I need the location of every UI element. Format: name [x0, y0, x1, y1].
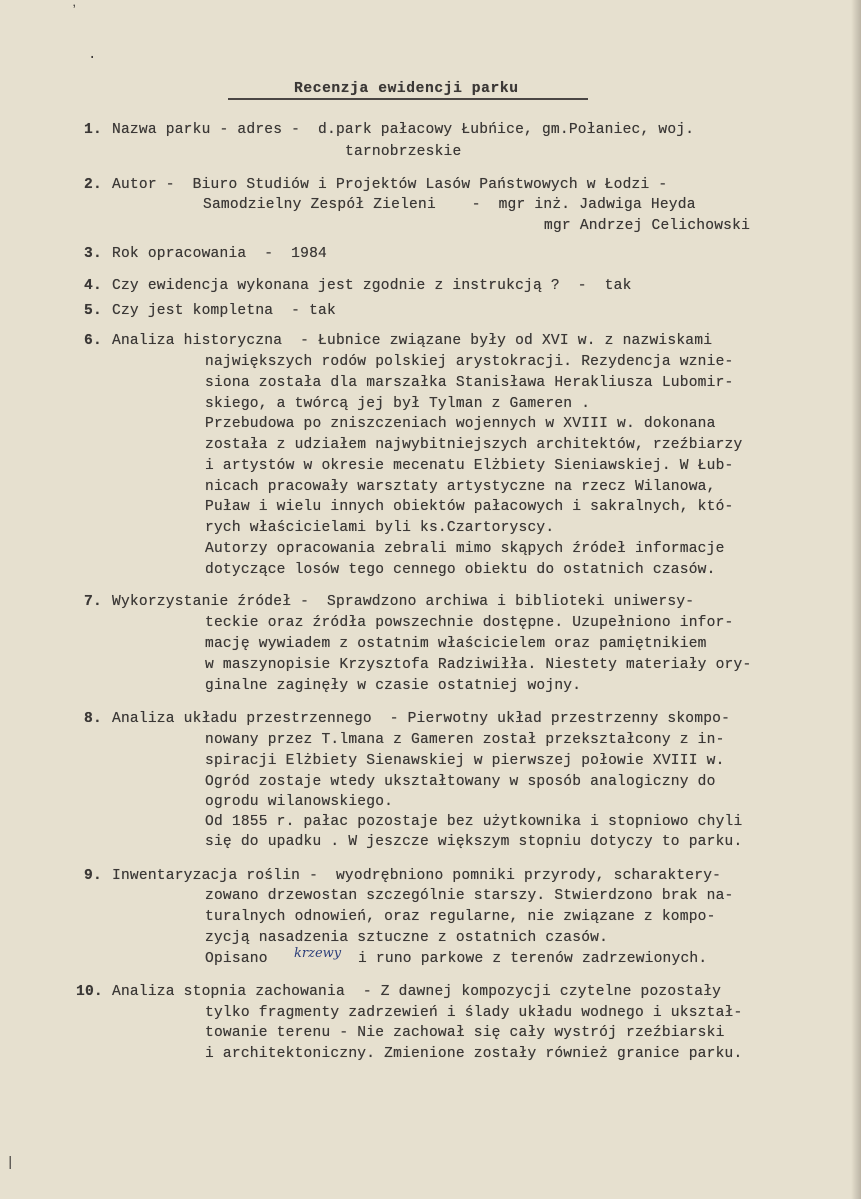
section-number: 4.	[84, 278, 102, 294]
section-line: tarnobrzeskie	[345, 144, 462, 160]
section-line: największych rodów polskiej arystokracji. Rezydencja wznie-	[205, 354, 734, 370]
title-underline	[228, 98, 588, 100]
section-line: Samodzielny Zespół Zieleni - mgr inż. Jadwiga Heyda	[203, 197, 696, 213]
section-line: teckie oraz źródła powszechnie dostępne. Uzupełniono infor-	[205, 615, 734, 631]
section-line: Rok opracowania - 1984	[112, 246, 327, 262]
corner-mark: ʼ	[70, 4, 79, 20]
edge-mark: |	[6, 1155, 15, 1171]
section-number: 7.	[84, 594, 102, 610]
section-line: Wykorzystanie źródeł - Sprawdzono archiwa i biblioteki uniwersy-	[112, 594, 695, 610]
section-line: Autorzy opracowania zebrali mimo skąpych źródeł informacje	[205, 541, 725, 557]
section-line: siona została dla marszałka Stanisława Herakliusza Lubomir-	[205, 375, 734, 391]
section-line: Od 1855 r. pałac pozostaje bez użytkownika i stopniowo chyli	[205, 814, 743, 830]
corner-mark: ·	[88, 50, 97, 66]
section-line: skiego, a twórcą jej był Tylman z Gameren .	[205, 396, 591, 412]
section-line: spiracji Elżbiety Sienawskiej w pierwszej połowie XVIII w.	[205, 753, 725, 769]
section-line: i architektoniczny. Zmienione zostały również granice parku.	[205, 1046, 743, 1062]
document-title: Recenzja ewidencji parku	[294, 81, 519, 97]
section-line: turalnych odnowień, oraz regularne, nie związane z kompo-	[205, 909, 716, 925]
section-number: 6.	[84, 333, 102, 349]
section-line: mgr Andrzej Celichowski	[544, 218, 751, 234]
section-line: i runo parkowe z terenów zadrzewionych.	[358, 951, 708, 967]
section-line: nowany przez T.lmana z Gameren został przekształcony z in-	[205, 732, 725, 748]
section-number: 10.	[76, 984, 103, 1000]
section-number: 2.	[84, 177, 102, 193]
section-line: dotyczące losów tego cennego obiektu do ostatnich czasów.	[205, 562, 716, 578]
section-number: 1.	[84, 122, 102, 138]
section-line: Przebudowa po zniszczeniach wojennych w XVIII w. dokonana	[205, 416, 716, 432]
handwritten-insert: krzewy	[294, 946, 342, 961]
section-line: rych właścicielami byli ks.Czartoryscy.	[205, 520, 555, 536]
section-line: ogrodu wilanowskiego.	[205, 794, 394, 810]
section-number: 3.	[84, 246, 102, 262]
section-line: i artystów w okresie mecenatu Elżbiety Sieniawskiej. W Łub-	[205, 458, 734, 474]
section-line: Inwentaryzacja roślin - wyodrębniono pomniki przyrody, scharaktery-	[112, 868, 722, 884]
section-number: 5.	[84, 303, 102, 319]
section-line: Opisano	[205, 951, 268, 967]
section-line: się do upadku . W jeszcze większym stopniu dotyczy to parku.	[205, 834, 743, 850]
section-line: Puław i wielu innych obiektów pałacowych i sakralnych, któ-	[205, 499, 734, 515]
section-line: Analiza układu przestrzennego - Pierwotny układ przestrzenny skompo-	[112, 711, 731, 727]
section-number: 8.	[84, 711, 102, 727]
section-line: Analiza historyczna - Łubnice związane były od XVI w. z nazwiskami	[112, 333, 713, 349]
section-line: Autor - Biuro Studiów i Projektów Lasów Państwowych w Łodzi -	[112, 177, 668, 193]
section-line: nicach pracowały warsztaty artystyczne na rzecz Wilanowa,	[205, 479, 716, 495]
section-line: Czy ewidencja wykonana jest zgodnie z instrukcją ? - tak	[112, 278, 632, 294]
section-line: Nazwa parku - adres - d.park pałacowy Łubńice, gm.Połaniec, woj.	[112, 122, 695, 138]
section-line: mację wywiadem z ostatnim właścicielem oraz pamiętnikiem	[205, 636, 707, 652]
section-line: została z udziałem najwybitniejszych architektów, rzeźbiarzy	[205, 437, 743, 453]
section-line: Czy jest kompletna - tak	[112, 303, 336, 319]
section-number: 9.	[84, 868, 102, 884]
section-line: zowano drzewostan szczególnie starszy. Stwierdzono brak na-	[205, 888, 734, 904]
section-line: w maszynopisie Krzysztofa Radziwiłła. Niestety materiały ory-	[205, 657, 752, 673]
section-line: Ogród zostaje wtedy ukształtowany w sposób analogiczny do	[205, 774, 716, 790]
section-line: ginalne zaginęły w czasie ostatniej wojny.	[205, 678, 582, 694]
section-line: zycją nasadzenia sztuczne z ostatnich czasów.	[205, 930, 609, 946]
section-line: Analiza stopnia zachowania - Z dawnej kompozycji czytelne pozostały	[112, 984, 722, 1000]
section-line: tylko fragmenty zadrzewień i ślady układu wodnego i ukształ-	[205, 1005, 743, 1021]
section-line: towanie terenu - Nie zachował się cały wystrój rzeźbiarski	[205, 1025, 725, 1041]
